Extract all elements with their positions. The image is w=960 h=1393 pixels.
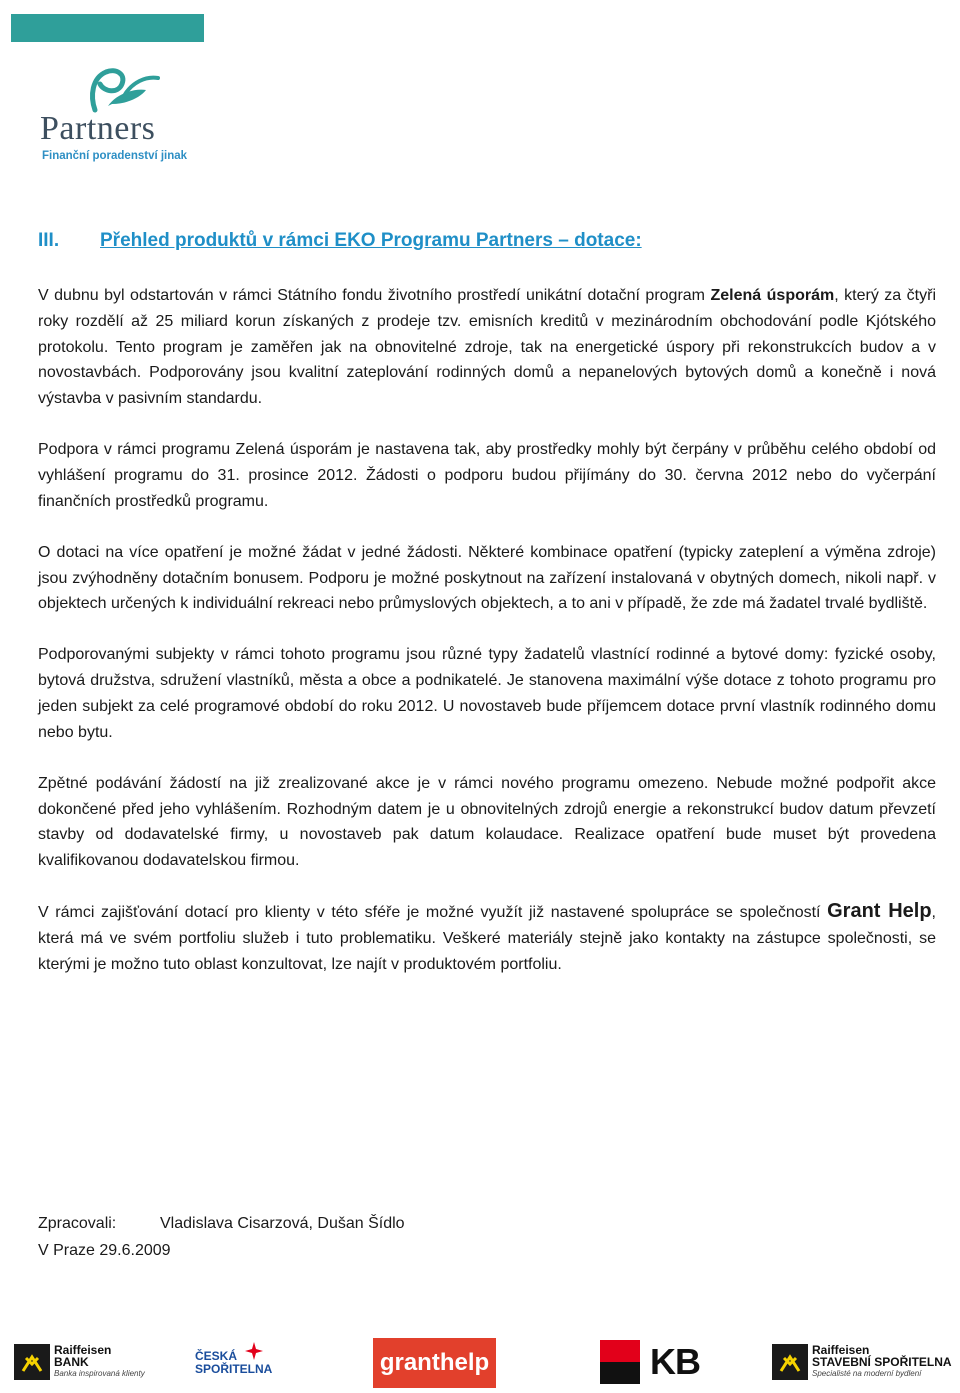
ceska-sporitelna-line1: ČESKÁ [195,1349,238,1363]
raiffeisen-bank-slogan: Banka inspirovaná klienty [54,1369,145,1378]
raiffeisen-bank-logo [14,1344,154,1384]
program-name: Zelená úsporám [710,287,835,304]
kb-logo [600,1340,720,1384]
logo-tagline: Finanční poradenství jinak [42,150,188,162]
raiffeisen-ss-line2: STAVEBNÍ SPOŘITELNA [812,1355,952,1369]
raiffeisen-gable-icon [772,1344,808,1380]
partners-logo [40,66,188,166]
raiffeisen-ss-slogan: Specialisté na moderní bydlení [812,1369,922,1378]
paragraph-3: O dotaci na více opatření je možné žádat v jedné žádosti. Některé kombinace opatření (typicky zateplení a výměna zdroje) jsou zvýhodněny dotačním bonusem. Podporu je možné poskytnout na zařízení instalovaná v obytných domech, nikoli např. v objektech určených k individuální rekreaci nebo průmyslových objektech, a to ani v případě, že zde má žadatel trvalé bydliště. [38,543,936,613]
company-name: Grant Help [827,900,932,923]
section-heading [38,230,642,252]
kb-wordmark: KB [650,1341,700,1382]
paragraph-1 [38,283,936,412]
paragraph-6 [38,899,936,977]
raiffeisen-ss-line1: Raiffeisen [812,1343,870,1357]
header-color-bar [11,14,204,42]
signature-block [38,1210,405,1264]
leaf-icon [50,66,170,116]
sporitelna-star-icon [245,1342,263,1360]
footer-logos [0,1330,960,1393]
text-run: , která má ve svém portfoliu služeb i tuto problematiku. Veškeré materiály stejně jako kontakty na zástupce společnosti, se kterými je možno tuto oblast konzultovat, lze najít v produktovém portfoliu. [38,904,936,973]
signature-names: Vladislava Cisarzová, Dušan Šídlo [160,1215,405,1232]
raiffeisen-ss-logo [772,1344,952,1384]
ceska-sporitelna-line2: SPOŘITELNA [195,1362,273,1376]
ceska-sporitelna-logo [195,1342,275,1382]
document-body [38,283,936,1003]
raiffeisen-gable-icon [14,1344,50,1380]
paragraph-5: Zpětné podávání žádostí na již zrealizované akce je v rámci nového programu omezeno. Nebude možné podpořit akce dokončené před jeho vyhlášením. Rozhodným datem je u obnovitelných zdrojů energie a rekonstrukcí budov datum převzetí stavby od dodavatelské firmy, u novostaveb pak datum kolaudace. Realizace opatření bude muset být provedena kvalifikovanou dodavatelskou firmou. [38,774,936,870]
granthelp-logo: granthelp [373,1338,496,1388]
section-number: III. [38,230,60,251]
paragraph-4: Podporovanými subjekty v rámci tohoto programu jsou různé typy žadatelů vlastnící rodinné a bytové domy: fyzické osoby, bytová družstva, sdružení vlastníků, města a obce a podnikatelé. Je stanovena maximální výše dotace z tohoto programu pro jeden subjekt za celé programové období do roku 2012. U novostaveb bude příjemcem dotace první vlastník rodinného domu nebo bytu. [38,646,936,741]
signature-place-date: V Praze 29.6.2009 [38,1242,171,1259]
text-run: V rámci zajišťování dotací pro klienty v této sféře je možné využít již nastavené spolupráce se společností [38,904,828,922]
raiffeisen-bank-line2: BANK [54,1355,89,1369]
text-run: , který za čtyři roky rozdělí až 25 miliard korun získaných z prodeje tzv. emisních kreditů v mezinárodním obchodování podle Kjótského protokolu. Tento program je zaměřen jak na obnovitelné zdroje, tak na energetické úspory při rekonstrukcích budov a v novostavbách. Podporovány jsou kvalitní zateplování rodinných domů a nepanelových bytových domů a konečně i nová výstavba v pasivním standardu. [38,287,937,408]
kb-flag-black [600,1362,640,1384]
logo-wordmark: Partners [40,110,156,147]
kb-flag-red [600,1340,640,1362]
text-run: V dubnu byl odstartován v rámci Státního fondu životního prostředí unikátní dotační program [38,287,711,304]
signature-label: Zpracovali: [38,1215,117,1232]
section-title: Přehled produktů v rámci EKO Programu Partners – dotace: [100,230,642,251]
paragraph-2: Podpora v rámci programu Zelená úsporám je nastavena tak, aby prostředky mohly být čerpány v průběhu celého období od vyhlášení programu do 31. prosince 2012. Žádosti o podporu budou přijímány do 30. června 2012 nebo do vyčerpání finančních prostředků programu. [38,441,936,510]
raiffeisen-bank-line1: Raiffeisen [54,1343,112,1357]
